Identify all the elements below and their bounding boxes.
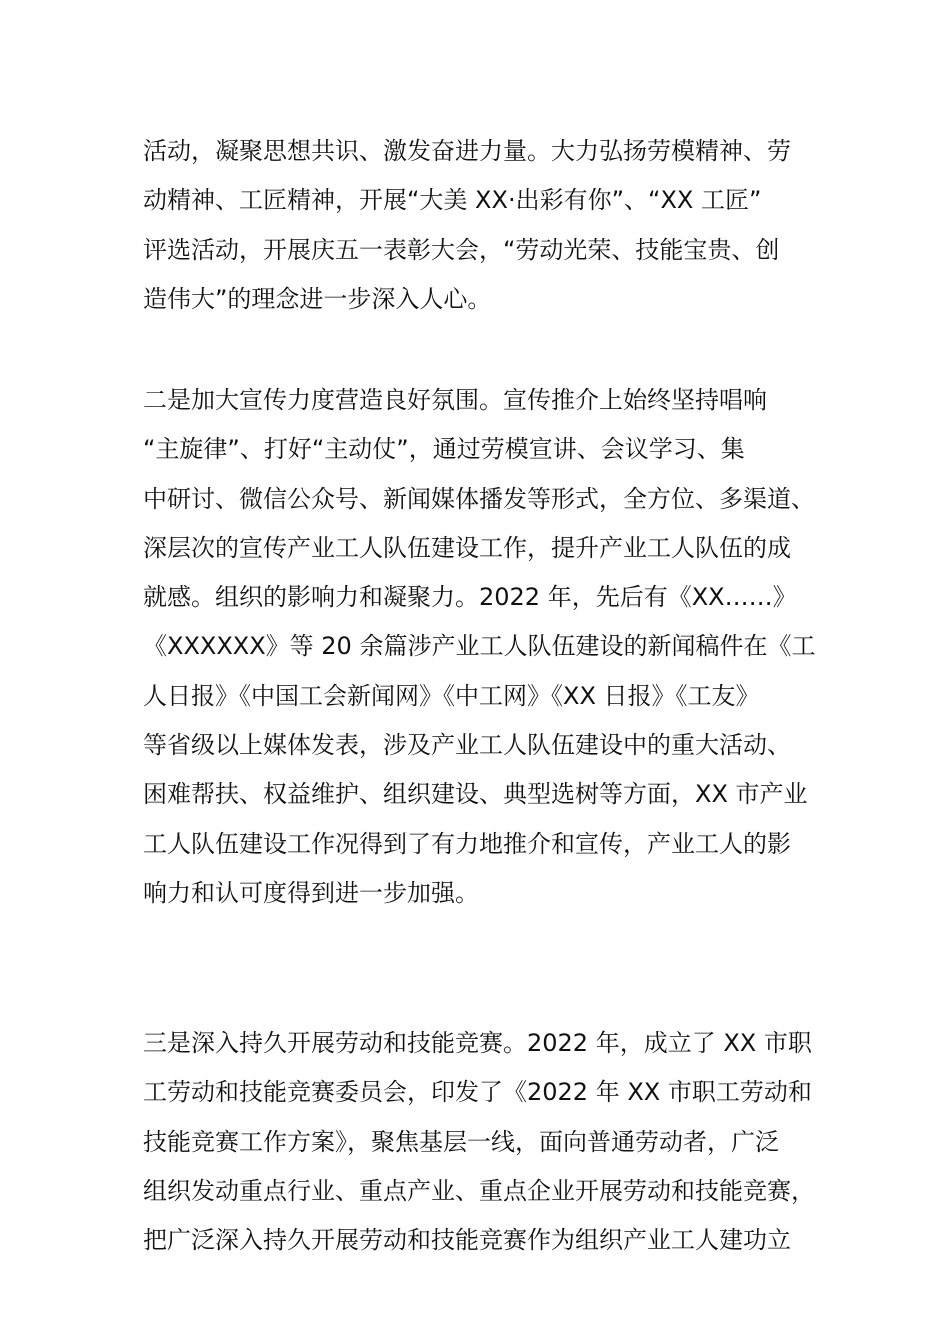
text-line: 活动，凝聚思想共识、激发奋进力量。大力弘扬劳模精神、劳 bbox=[143, 137, 791, 165]
paragraph-competitions bbox=[143, 1019, 833, 1265]
text-line: 工人队伍建设工作况得到了有力地推介和宣传，产业工人的影 bbox=[143, 829, 791, 858]
text-line: 就感。组织的影响力和凝聚力。2022 年，先后有《XX……》 bbox=[143, 583, 797, 612]
text-line: “主旋律”、打好“主动仗”，通过劳模宣讲、会议学习、集 bbox=[143, 435, 745, 464]
text-line: 人日报》《中国工会新闻网》《中工网》《XX 日报》《工友》 bbox=[143, 681, 760, 710]
text-line: 困难帮扶、权益维护、组织建设、典型选树等方面，XX 市产业 bbox=[143, 780, 808, 809]
text-line: 技能竞赛工作方案》，聚焦基层一线，面向普通劳动者，广泛 bbox=[143, 1127, 779, 1156]
text-line: 中研讨、微信公众号、新闻媒体播发等形式，全方位、多渠道、 bbox=[143, 484, 815, 513]
text-line: 造伟大”的理念进一步深入人心。 bbox=[143, 284, 492, 313]
text-line: 等省级以上媒体发表，涉及产业工人队伍建设中的重大活动、 bbox=[143, 731, 791, 760]
text-line: 三是深入持久开展劳动和技能竞赛。2022 年，成立了 XX 市职 bbox=[143, 1029, 812, 1057]
text-line: 组织发动重点行业、重点产业、重点企业开展劳动和技能竞赛， bbox=[143, 1176, 815, 1205]
text-line: 深层次的宣传产业工人队伍建设工作，提升产业工人队伍的成 bbox=[143, 533, 791, 562]
text-line: 《XXXXXX》等 20 余篇涉产业工人队伍建设的新闻稿件在《工 bbox=[143, 632, 816, 661]
text-line: 评选活动，开展庆五一表彰大会，“劳动光荣、技能宝贵、创 bbox=[143, 235, 780, 264]
text-line: 工劳动和技能竞赛委员会，印发了《2022 年 XX 市职工劳动和 bbox=[143, 1078, 812, 1107]
text-line: 把广泛深入持久开展劳动和技能竞赛作为组织产业工人建功立 bbox=[143, 1226, 791, 1255]
text-line: 动精神、工匠精神，开展“大美 XX·出彩有你”、“XX 工匠” bbox=[143, 186, 762, 215]
paragraph-publicity bbox=[143, 376, 833, 918]
paragraph-activities bbox=[143, 127, 833, 324]
text-line: 响力和认可度得到进一步加强。 bbox=[143, 878, 479, 907]
text-line: 二是加大宣传力度营造良好氛围。宣传推介上始终坚持唱响 bbox=[143, 386, 767, 414]
